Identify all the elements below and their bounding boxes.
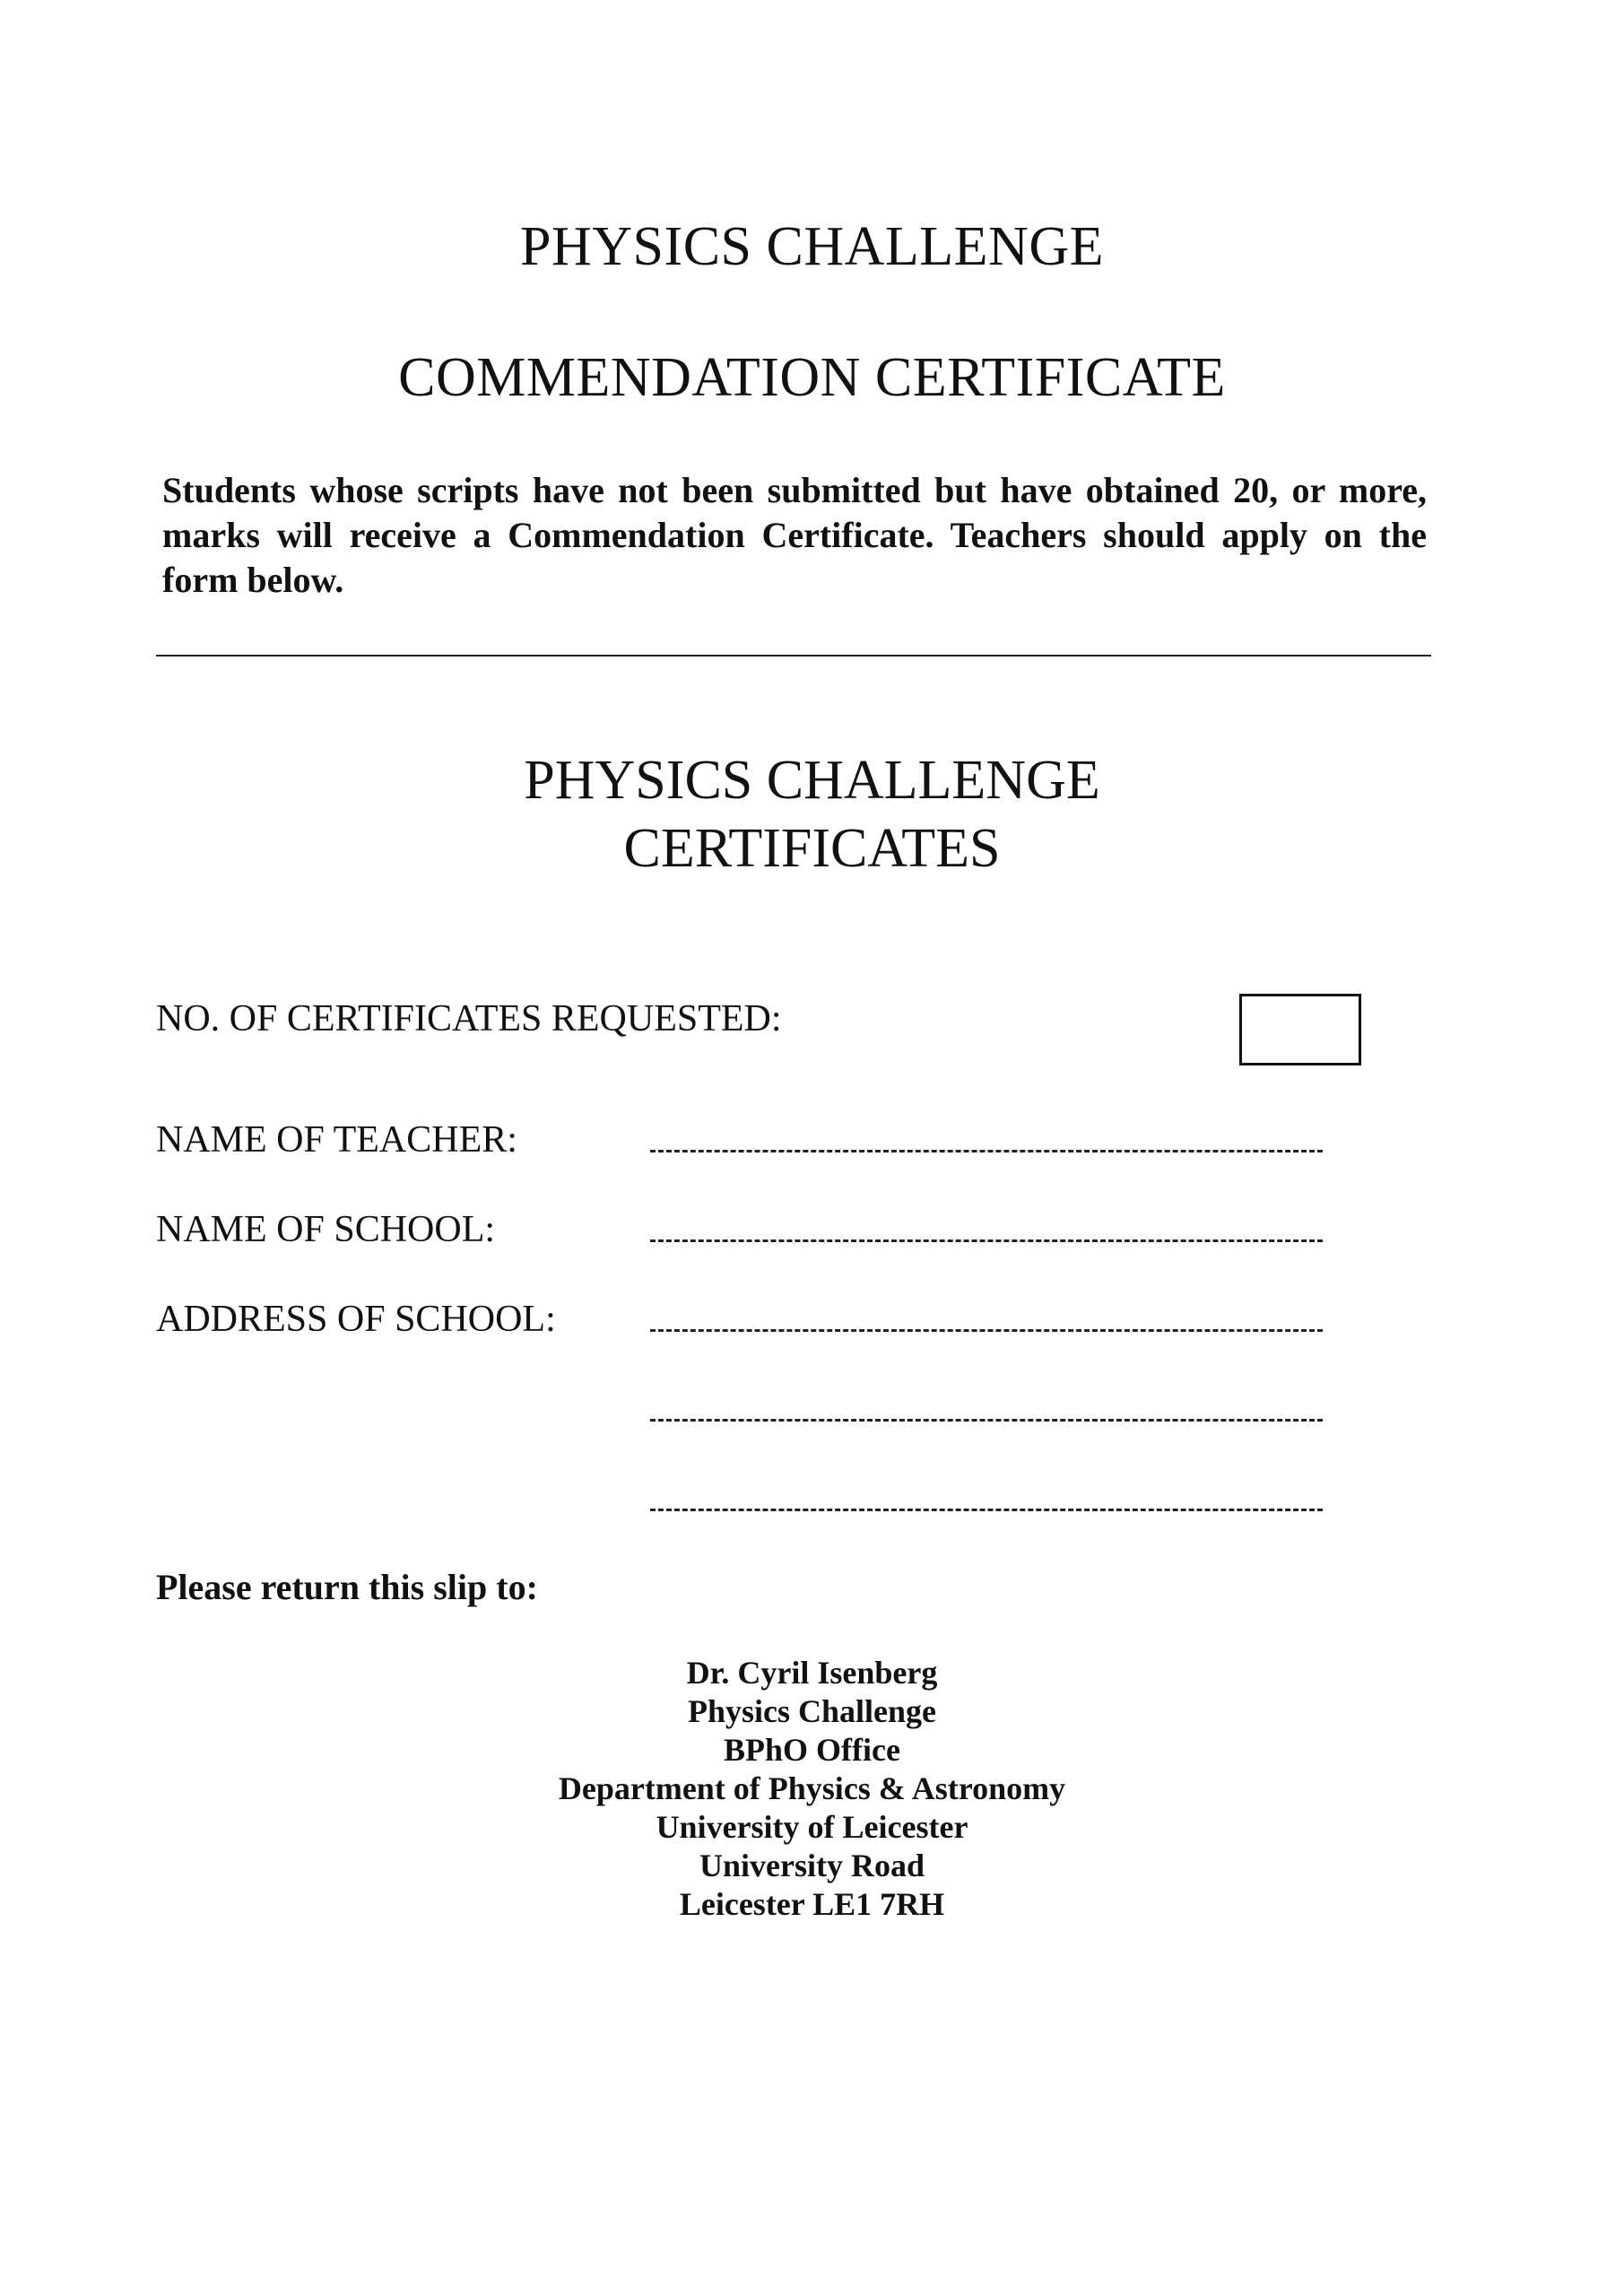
school-name-label: NAME OF SCHOOL: <box>156 1209 496 1250</box>
page-subtitle: COMMENDATION CERTIFICATE <box>398 347 1226 408</box>
intro-paragraph: Students whose scripts have not been submitted but have obtained 20, or more, marks will receive a Commendation Certificate. Teachers should apply on the form below. <box>162 470 1427 600</box>
return-address-line: BPhO Office <box>724 1732 900 1768</box>
return-instruction: Please return this slip to: <box>156 1567 538 1607</box>
page-title: PHYSICS CHALLENGE <box>520 216 1104 277</box>
return-address-line: Department of Physics & Astronomy <box>558 1770 1066 1806</box>
return-address-line: Physics Challenge <box>687 1693 936 1729</box>
certificates-requested-box[interactable] <box>1239 994 1361 1065</box>
teacher-name-field[interactable] <box>650 1150 1323 1152</box>
return-address <box>0 1654 1624 1924</box>
return-address-line: Dr. Cyril Isenberg <box>686 1655 938 1691</box>
school-address-field-line-2[interactable] <box>650 1419 1323 1422</box>
school-address-field-line-1[interactable] <box>650 1329 1323 1332</box>
form-title-line-2: CERTIFICATES <box>623 818 1001 879</box>
school-address-field-line-3[interactable] <box>650 1509 1323 1511</box>
school-name-field[interactable] <box>650 1239 1323 1242</box>
certificates-requested-label: NO. OF CERTIFICATES REQUESTED: <box>156 998 782 1039</box>
return-address-line: University of Leicester <box>656 1809 968 1845</box>
return-address-line: University Road <box>699 1848 925 1883</box>
teacher-name-label: NAME OF TEACHER: <box>156 1119 517 1161</box>
form-title-line-1: PHYSICS CHALLENGE <box>524 750 1100 811</box>
return-address-line: Leicester LE1 7RH <box>679 1886 945 1922</box>
school-address-label: ADDRESS OF SCHOOL: <box>156 1299 556 1340</box>
section-divider <box>156 655 1431 657</box>
form-title <box>0 746 1624 883</box>
